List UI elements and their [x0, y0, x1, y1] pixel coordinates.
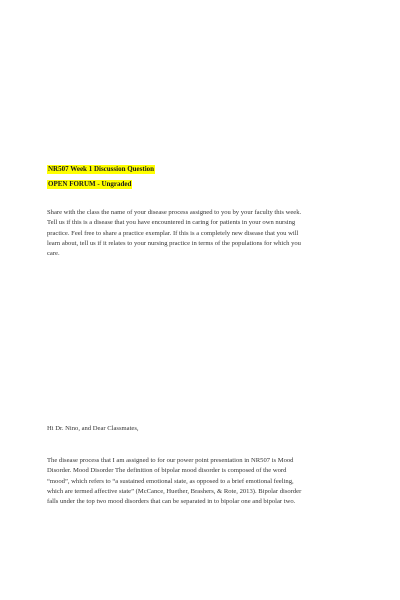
discussion-prompt	[47, 208, 352, 259]
document-title: NR507 Week 1 Discussion Question	[48, 165, 155, 173]
reply-line: The disease process that I am assigned to for our power point presentation in NR507 is Mood	[47, 457, 294, 464]
document-subtitle: OPEN FORUM - Ungraded	[48, 180, 132, 188]
reply-line: falls under the top two mood disorders that can be separated in to bipolar one and bipolar two.	[47, 498, 296, 506]
greeting	[47, 424, 352, 434]
reply-paragraph	[47, 456, 352, 507]
reply-line: “mood”, which refers to “a sustained emotional state, as opposed to a brief emotional feeling,	[47, 477, 294, 485]
prompt-line: practice. Feel free to share a practice exemplar. If this is a completely new disease that you will	[47, 229, 299, 237]
prompt-line: care.	[47, 250, 60, 258]
reply-line: which are termed affective state” (McCance, Huether, Brashers, & Rote, 2013). Bipolar disorder	[47, 487, 302, 495]
reply-line: Disorder. Mood Disorder The definition of bipolar mood disorder is composed of the word	[47, 467, 287, 475]
prompt-line: Tell us if this is a disease that you have encountered in caring for patients in your own nursing	[47, 219, 296, 227]
prompt-line: learn about, tell us if it relates to your nursing practice in terms of the populations for which you	[47, 239, 301, 247]
greeting-line: Hi Dr. Nino, and Dear Classmates,	[47, 425, 139, 432]
prompt-line: Share with the class the name of your disease process assigned to you by your faculty this week.	[47, 209, 302, 216]
